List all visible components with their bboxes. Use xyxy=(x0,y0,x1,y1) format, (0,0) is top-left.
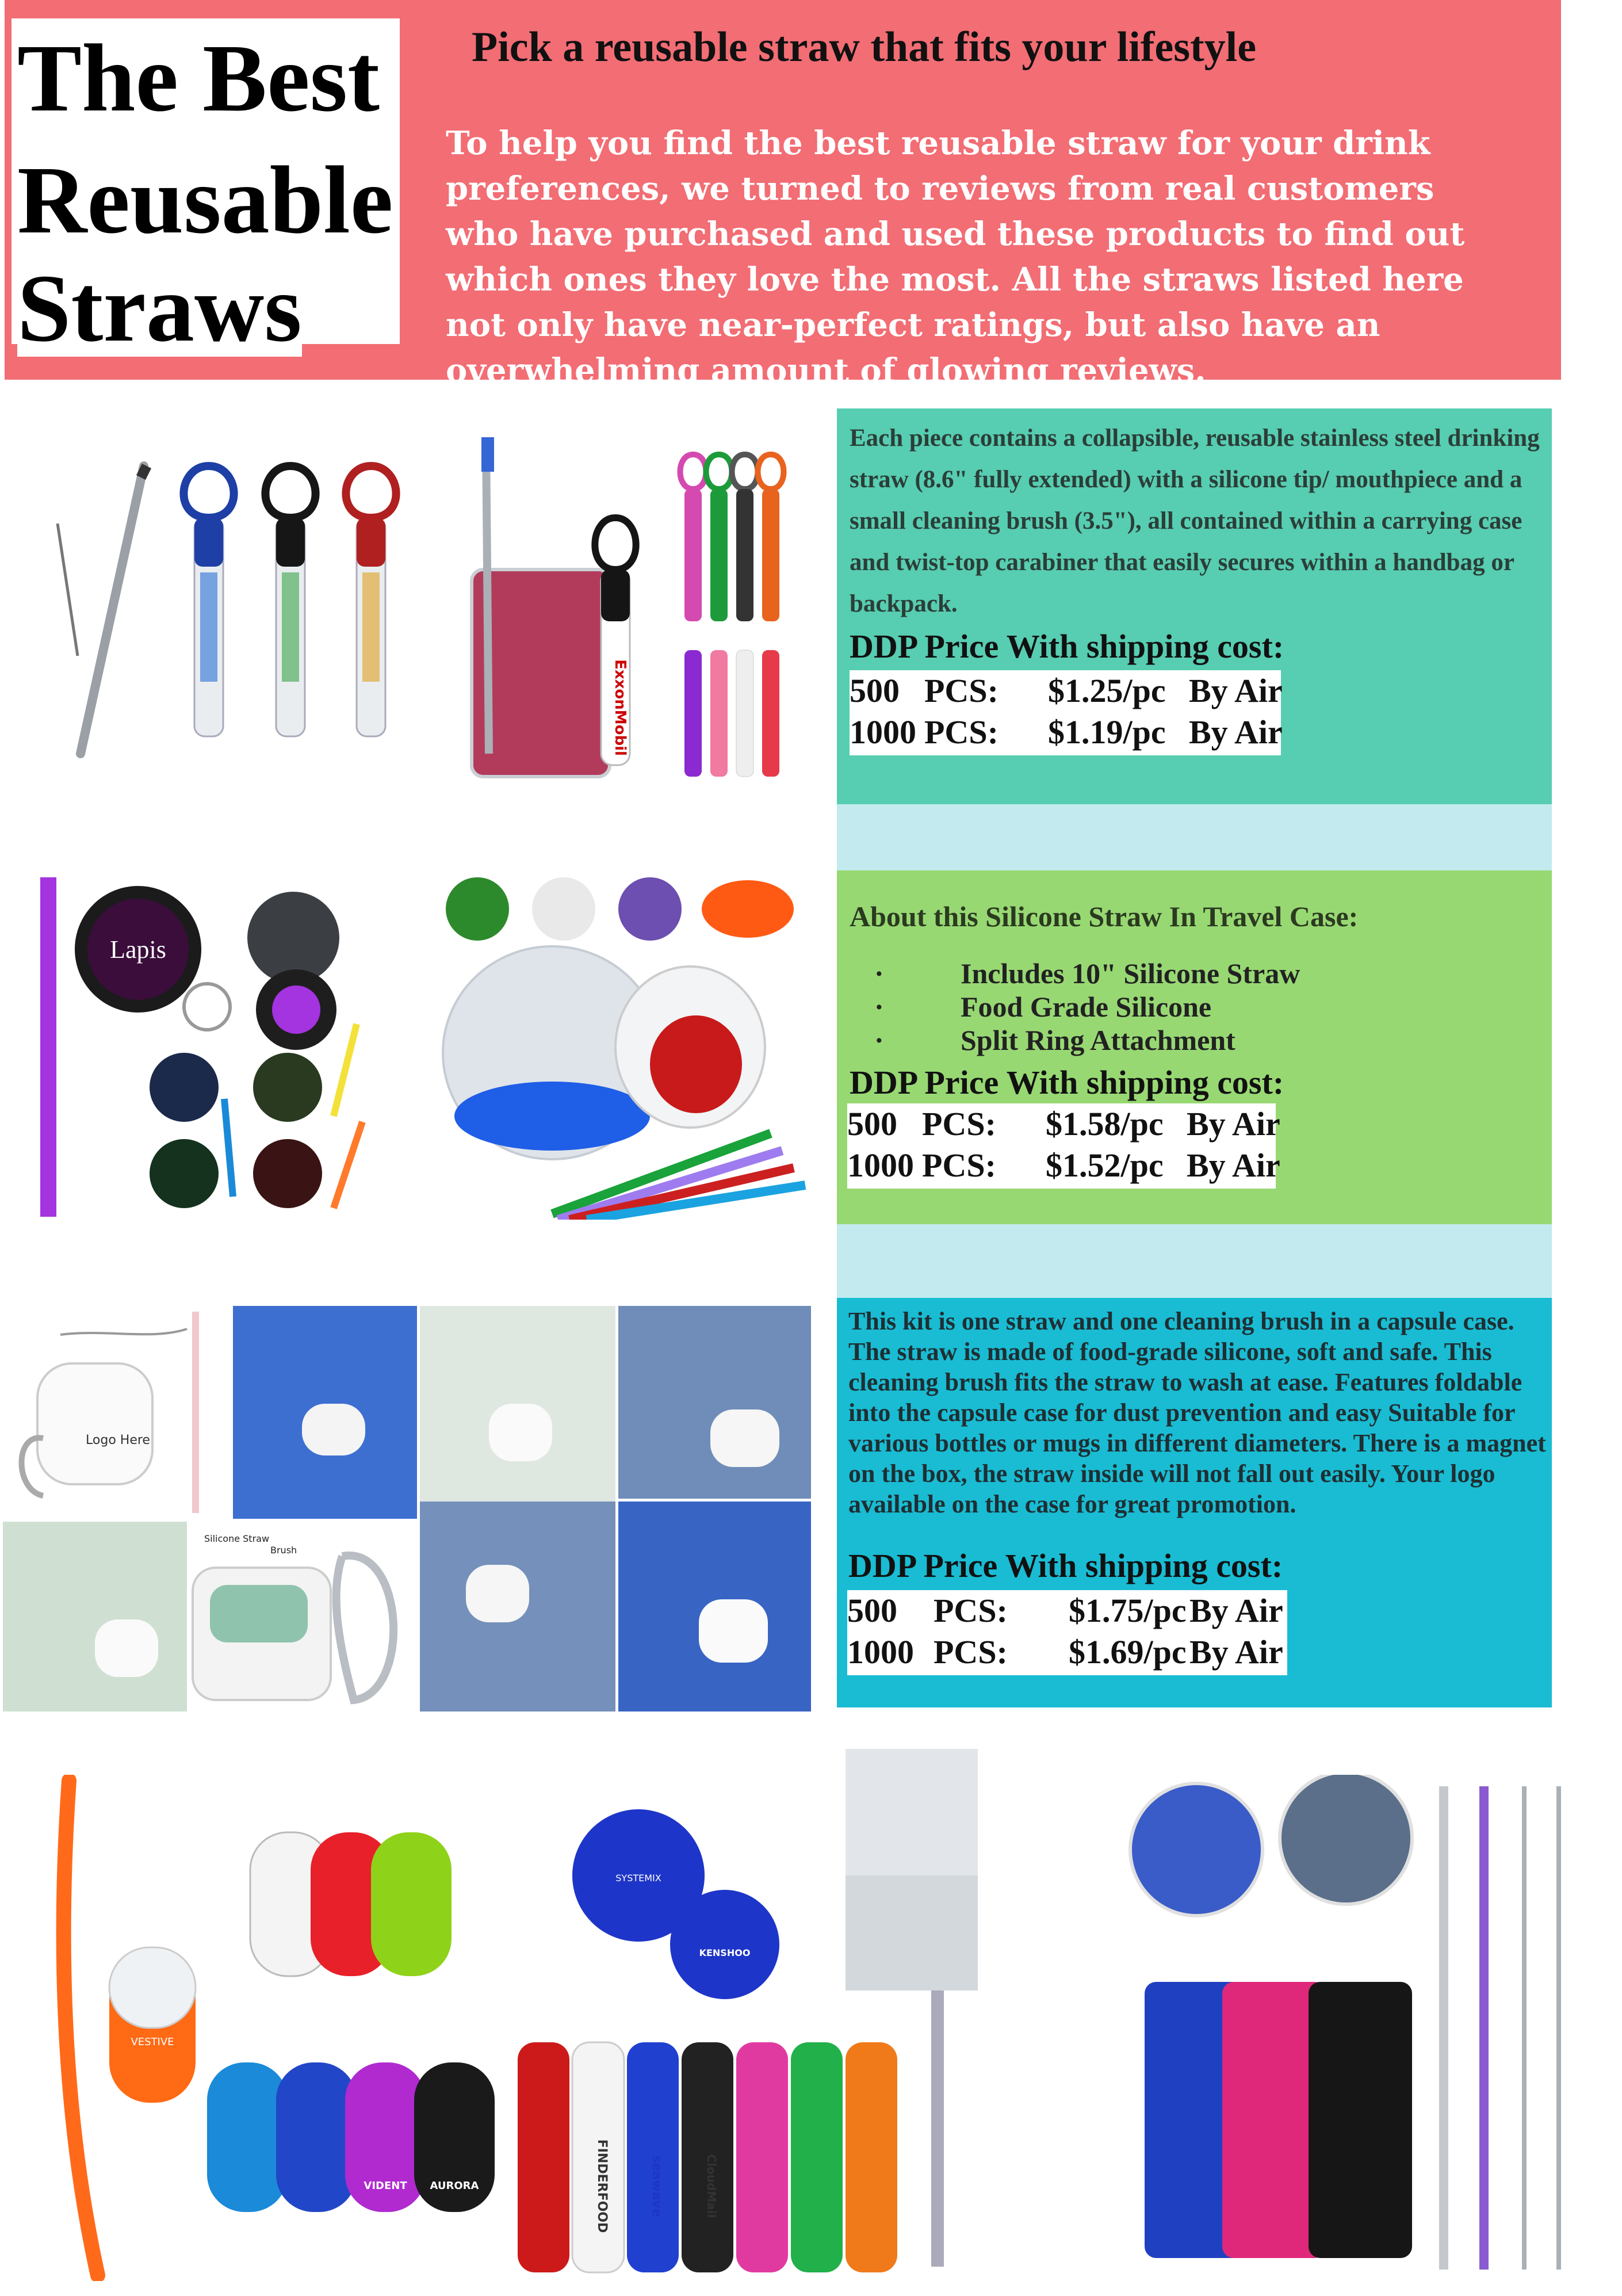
product-description: This kit is one straw and one cleaning brush in a capsule case. The straw is made of food-grade silicone, soft and safe. This cleaning brush fits the straw to wash at ease. Features foldable into the capsule case for dust prevention and easy Suitable for various bottles or mugs in different diameters. There is a magnet on the box, the straw inside will not fall out easily. Your logo available on the case for great promotion. xyxy=(848,1307,1546,1518)
product-image-fabric-pouches xyxy=(1122,1775,1593,2281)
title-line-1: The Best xyxy=(17,25,380,132)
ddp-price-title: DDP Price With shipping cost: xyxy=(850,1064,1284,1101)
brush-label: Brush xyxy=(270,1545,297,1556)
product-image-silicone-straw-cases xyxy=(437,874,811,1220)
photo-hand-holding-case xyxy=(420,1306,615,1502)
price-row: 1000 PCS: $1.52/pc By Air xyxy=(847,1147,1280,1184)
finderfood-logo-text: FINDERFOOD xyxy=(595,2139,609,2233)
product-image-silicone-keychain-case xyxy=(35,874,380,1220)
vestive-logo-text: VESTIVE xyxy=(131,2036,174,2048)
product-description: About this Silicone Straw In Travel Case: xyxy=(850,900,1359,933)
photo-pocket xyxy=(420,1502,615,1712)
exxonmobil-logo-text: ExxonMobil xyxy=(611,659,629,756)
ddp-price-title: DDP Price With shipping cost: xyxy=(848,1547,1283,1584)
intro-paragraph: To help you find the best reusable straw for your drink preferences, we turned to reviews from real customers who have purchased and used these products to find out which ones they love the most. All the straws listed here not only have near-perfect ratings, but also have an overwhelming amount of glowing reviews. xyxy=(446,124,1465,389)
silicone-straw-label: Silicone Straw xyxy=(204,1533,270,1544)
price-row: 500 PCS: $1.58/pc By Air xyxy=(847,1105,1280,1143)
price-table xyxy=(847,1103,1280,1189)
price-row: 1000 PCS: $1.69/pc By Air xyxy=(847,1633,1283,1671)
list-item: · Split Ring Attachment xyxy=(874,1024,1235,1056)
price-row: 1000 PCS: $1.19/pc By Air xyxy=(850,713,1283,751)
product-image-capsule-case-white xyxy=(3,1306,201,1519)
product-image-collapsible-straws xyxy=(46,431,403,788)
logo-here-text: Logo Here xyxy=(86,1433,150,1447)
feature-list xyxy=(863,957,1300,1057)
product-image-pouch-and-tubes xyxy=(518,1749,978,2278)
aurora-logo-text: AURORA xyxy=(430,2180,479,2192)
kenshoo-logo-text: KENSHOO xyxy=(699,1947,751,1958)
price-row: 500 PCS: $1.25/pc By Air xyxy=(850,672,1283,709)
cloudmail-logo-text: CloudMail xyxy=(705,2154,718,2218)
product-info-panel-2 xyxy=(837,870,1552,1224)
price-table xyxy=(847,1590,1287,1675)
product-image-open-case xyxy=(187,1522,417,1712)
vident-logo-text: VIDENT xyxy=(364,2180,407,2192)
product-info-panel-3 xyxy=(837,1298,1552,1707)
photo-hand-keychain xyxy=(3,1522,187,1712)
subtitle: Pick a reusable straw that fits your lifestyle xyxy=(472,24,1257,71)
page-title xyxy=(12,18,400,362)
systemix-logo-text: SYSTEMIX xyxy=(615,1873,661,1884)
title-line-2: Reusable xyxy=(17,147,393,254)
price-table xyxy=(850,670,1281,755)
photo-jeans-clip xyxy=(618,1306,811,1499)
list-item: · Food Grade Silicone xyxy=(874,991,1212,1023)
product-image-capsule-keychains xyxy=(35,1775,541,2281)
photo-backpack-clip xyxy=(233,1306,417,1519)
seawave-logo-text: seawave xyxy=(649,2155,664,2217)
photo-backpack-strap xyxy=(618,1502,811,1712)
product-image-straw-kit-glass xyxy=(449,431,805,794)
price-row: 500 PCS: $1.75/pc By Air xyxy=(847,1592,1283,1629)
product-info-panel-1 xyxy=(837,408,1552,804)
ddp-price-title: DDP Price With shipping cost: xyxy=(850,628,1284,665)
lapis-logo-text: Lapis xyxy=(110,935,166,964)
product-description: Each piece contains a collapsible, reusable stainless steel drinking straw (8.6" fully extended) with a silicone tip/ mouthpiece and a small cleaning brush (3.5"), all contained within a carrying case and twist-top carabiner that easily secures within a handbag or backpack. xyxy=(850,425,1540,617)
panel-spacer xyxy=(837,804,1552,870)
title-line-3: Straws xyxy=(17,255,302,362)
panel-spacer xyxy=(837,1224,1552,1298)
list-item: · Includes 10" Silicone Straw xyxy=(874,957,1300,990)
